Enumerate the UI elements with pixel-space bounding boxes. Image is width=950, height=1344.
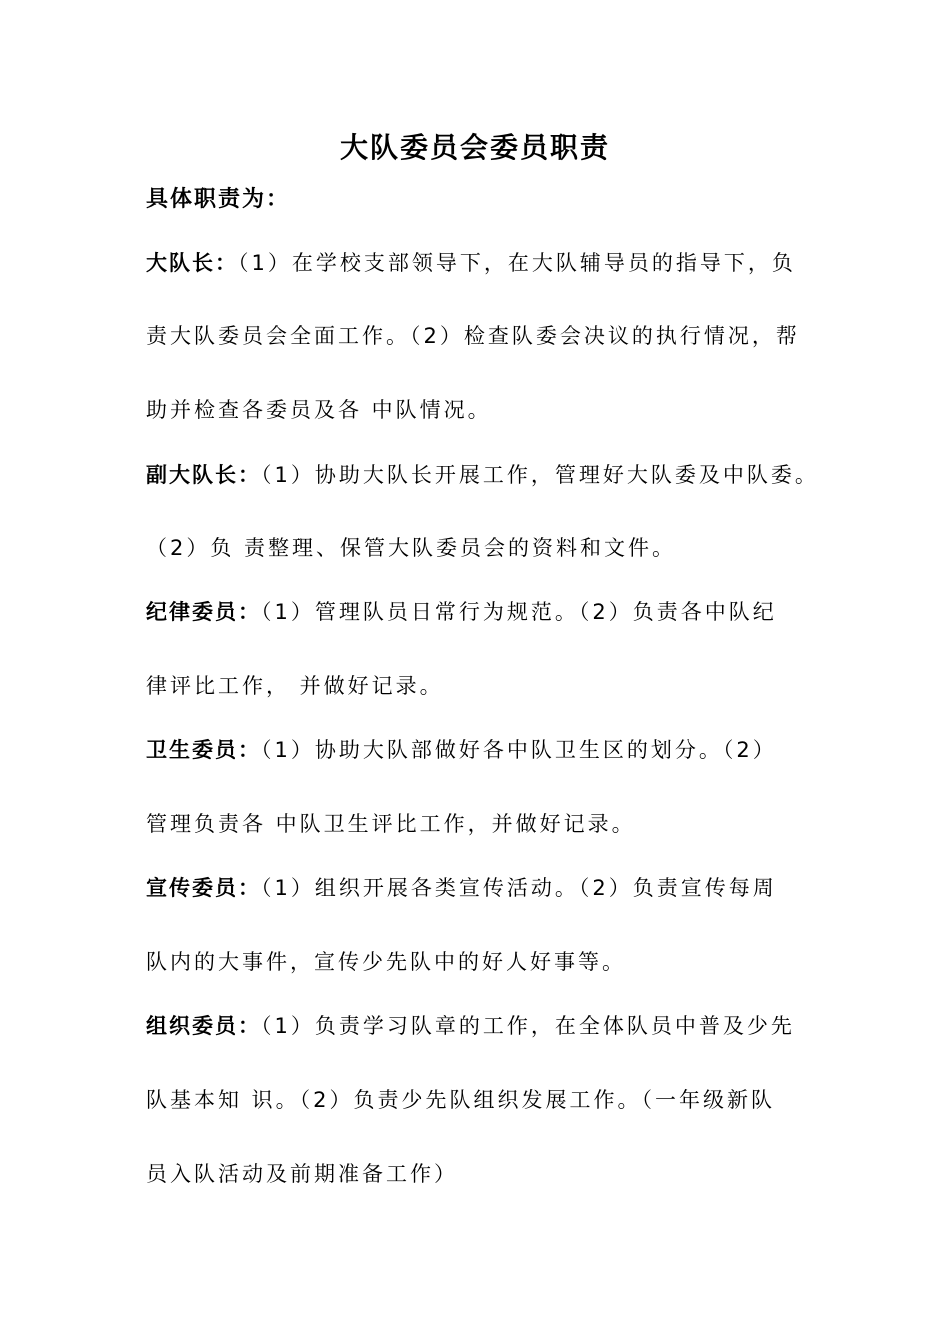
role-label: 组织委员： xyxy=(146,1014,261,1038)
section-hygiene-line-2: 管理负责各 中队卫生评比工作，并做好记录。 xyxy=(146,812,636,836)
section-captain-line-1 xyxy=(146,245,826,281)
section-discipline-line-1 xyxy=(146,594,826,630)
role-label: 纪律委员： xyxy=(146,600,261,624)
section-captain-line-2: 责大队委员会全面工作。（2）检查队委会决议的执行情况，帮 xyxy=(146,324,800,348)
section-hygiene-line-1 xyxy=(146,732,826,768)
section-publicity-line-2: 队内的大事件，宣传少先队中的好人好事等。 xyxy=(146,950,626,974)
section-organization-line-1 xyxy=(146,1008,826,1044)
duty-text: （1）负责学习队章的工作，在全体队员中普及少先 xyxy=(261,1014,795,1038)
role-label: 副大队长： xyxy=(146,463,261,487)
duty-text: （1）管理队员日常行为规范。（2）负责各中队纪 xyxy=(261,600,777,624)
intro-heading: 具体职责为： xyxy=(146,187,291,212)
duty-text: （1）协助大队部做好各中队卫生区的划分。（2） xyxy=(261,738,777,762)
section-publicity-line-1 xyxy=(146,870,826,906)
section-discipline-line-2: 律评比工作， 并做好记录。 xyxy=(146,674,444,698)
page-title: 大队委员会委员职责 xyxy=(339,131,610,164)
role-label: 宣传委员： xyxy=(146,876,261,900)
section-organization-line-3: 员入队活动及前期准备工作） xyxy=(146,1162,458,1186)
duty-text: （1）组织开展各类宣传活动。（2）负责宣传每周 xyxy=(261,876,777,900)
role-label: 卫生委员： xyxy=(146,738,261,762)
role-label: 大队长： xyxy=(146,251,238,275)
section-captain-line-3: 助并检查各委员及各 中队情况。 xyxy=(146,398,492,422)
section-organization-line-2: 队基本知 识。（2）负责少先队组织发展工作。（一年级新队 xyxy=(146,1088,776,1112)
section-vice-captain-line-1 xyxy=(146,457,826,493)
duty-text: （1）在学校支部领导下，在大队辅导员的指导下，负 xyxy=(238,251,796,275)
section-vice-captain-line-2: （2）负 责整理、保管大队委员会的资料和文件。 xyxy=(146,536,677,560)
duty-text: （1）协助大队长开展工作，管理好大队委及中队委。 xyxy=(261,463,819,487)
